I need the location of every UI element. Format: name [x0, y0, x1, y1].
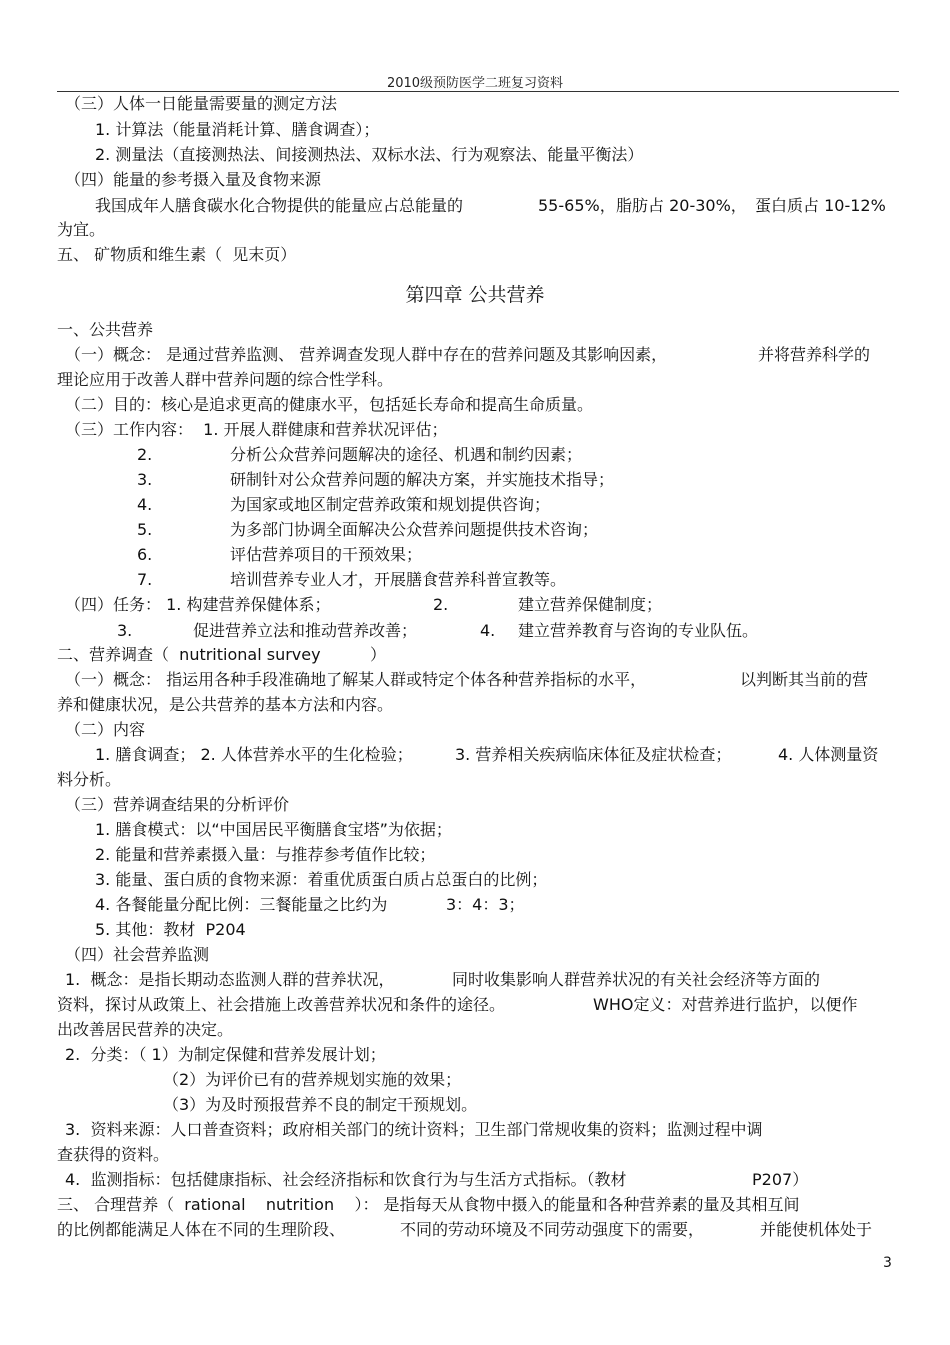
list-number: 3.: [137, 470, 153, 489]
text-line: 查获得的资料。: [57, 1145, 170, 1164]
text-line: 3. 资料来源：人口普查资料；政府相关部门的统计资料；卫生部门常规收集的资料；监测过程中调: [65, 1120, 763, 1139]
list-number: 6.: [137, 545, 153, 564]
list-number: 4.: [480, 621, 496, 640]
text-line: 的比例都能满足人体在不同的生理阶段、: [57, 1220, 346, 1239]
text-line: （3）为及时预报营养不良的制定干预规划。: [163, 1095, 478, 1114]
text-line: （二）内容: [65, 720, 146, 739]
text-line: （三）人体一日能量需要量的测定方法: [65, 94, 338, 113]
list-number: 5.: [137, 520, 153, 539]
page-number: 3: [883, 1255, 892, 1271]
list-item: 评估营养项目的干预效果；: [230, 545, 423, 564]
text-line: 并将营养科学的: [758, 345, 871, 364]
text-line: 1. 计算法（能量消耗计算、膳食调查）；: [95, 120, 380, 139]
text-line: 1. 概念：是指长期动态监测人群的营养状况，: [65, 970, 395, 989]
list-item: 建立营养保健制度；: [518, 595, 663, 614]
section-heading: 三、 合理营养（ rational nutrition ）： 是指每天从食物中摄入的能量和各种营养素的量及其相互间: [57, 1195, 800, 1214]
text-line: 3. 营养相关疾病临床体征及症状检查；: [455, 745, 732, 764]
text-line: （四）任务： 1. 构建营养保健体系；: [65, 595, 331, 614]
text-line: 料分析。: [57, 770, 122, 789]
text-line: 3：4：3；: [446, 895, 525, 914]
text-line: （一）概念： 是通过营养监测、 营养调查发现人群中存在的营养问题及其影响因素，: [65, 345, 668, 364]
text-line: （2）为评价已有的营养规划实施的效果；: [163, 1070, 462, 1089]
text-line: 养和健康状况，是公共营养的基本方法和内容。: [57, 695, 394, 714]
text-line: 并能使机体处于: [760, 1220, 873, 1239]
text-line: 4. 监测指标：包括健康指标、社会经济指标和饮食行为与生活方式指标。（教材: [65, 1170, 627, 1189]
text-line: ）: [370, 645, 387, 664]
list-number: 2.: [137, 445, 153, 464]
text-line: 五、 矿物质和维生素（ 见末页）: [57, 245, 297, 264]
list-number: 2.: [433, 595, 449, 614]
list-item: 为国家或地区制定营养政策和规划提供咨询；: [230, 495, 551, 514]
text-line: 2. 测量法（直接测热法、间接测热法、双标水法、行为观察法、能量平衡法）: [95, 145, 644, 164]
text-line: （二）目的：核心是追求更高的健康水平，包括延长寿命和提高生命质量。: [65, 395, 594, 414]
text-line: （三）工作内容： 1. 开展人群健康和营养状况评估；: [65, 420, 448, 439]
text-line: 出改善居民营养的决定。: [57, 1020, 234, 1039]
text-line: WHO定义：对营养进行监护，以便作: [593, 995, 858, 1014]
text-line: 5. 其他：教材 P204: [95, 920, 246, 939]
text-line: 脂肪占 20-30%，: [616, 196, 747, 215]
text-line: 为宜。: [57, 220, 106, 239]
list-number: 7.: [137, 570, 153, 589]
section-heading: 一、公共营养: [57, 320, 154, 339]
list-item: 建立营养教育与咨询的专业队伍。: [518, 621, 759, 640]
text-line: 3. 能量、蛋白质的食物来源：着重优质蛋白质占总蛋白的比例；: [95, 870, 548, 889]
section-heading: 二、营养调查（ nutritional survey: [57, 645, 321, 664]
list-item: 培训营养专业人才，开展膳食营养科普宣教等。: [230, 570, 567, 589]
list-item: 分析公众营养问题解决的途径、机遇和制约因素；: [230, 445, 583, 464]
text-line: （四）能量的参考摄入量及食物来源: [65, 170, 322, 189]
list-item: 研制针对公众营养问题的解决方案，并实施技术指导；: [230, 470, 615, 489]
text-line: P207）: [752, 1170, 809, 1189]
list-item: 为多部门协调全面解决公众营养问题提供技术咨询；: [230, 520, 599, 539]
text-line: 1. 膳食模式：以“中国居民平衡膳食宝塔”为依据；: [95, 820, 452, 839]
text-line: 不同的劳动环境及不同劳动强度下的需要，: [400, 1220, 705, 1239]
text-line: 理论应用于改善人群中营养问题的综合性学科。: [57, 370, 394, 389]
page-header: 2010级预防医学二班复习资料: [386, 76, 564, 91]
text-line: （一）概念： 指运用各种手段准确地了解某人群或特定个体各种营养指标的水平，: [65, 670, 647, 689]
text-line: 以判断其当前的营: [740, 670, 869, 689]
text-line: 蛋白质占 10-12%: [755, 196, 886, 215]
list-item: 促进营养立法和推动营养改善；: [193, 621, 418, 640]
text-line: 资料，探讨从政策上、社会措施上改善营养状况和条件的途径。: [57, 995, 506, 1014]
list-number: 3.: [117, 621, 133, 640]
text-line: 同时收集影响人群营养状况的有关社会经济等方面的: [452, 970, 821, 989]
text-line: 2. 分类：（ 1）为制定保健和营养发展计划；: [65, 1045, 386, 1064]
text-line: （四）社会营养监测: [65, 945, 210, 964]
header-rule: [57, 91, 899, 92]
text-line: 4. 人体测量资: [778, 745, 879, 764]
text-line: 4. 各餐能量分配比例：三餐能量之比约为: [95, 895, 388, 914]
text-line: 1. 膳食调查； 2. 人体营养水平的生化检验；: [95, 745, 413, 764]
text-line: 55-65%，: [538, 196, 616, 215]
chapter-title: 第四章 公共营养: [405, 284, 545, 306]
text-line: 2. 能量和营养素摄入量：与推荐参考值作比较；: [95, 845, 436, 864]
text-line: （三）营养调查结果的分析评价: [65, 795, 290, 814]
text-line: 我国成年人膳食碳水化合物提供的能量应占总能量的: [95, 196, 464, 215]
list-number: 4.: [137, 495, 153, 514]
